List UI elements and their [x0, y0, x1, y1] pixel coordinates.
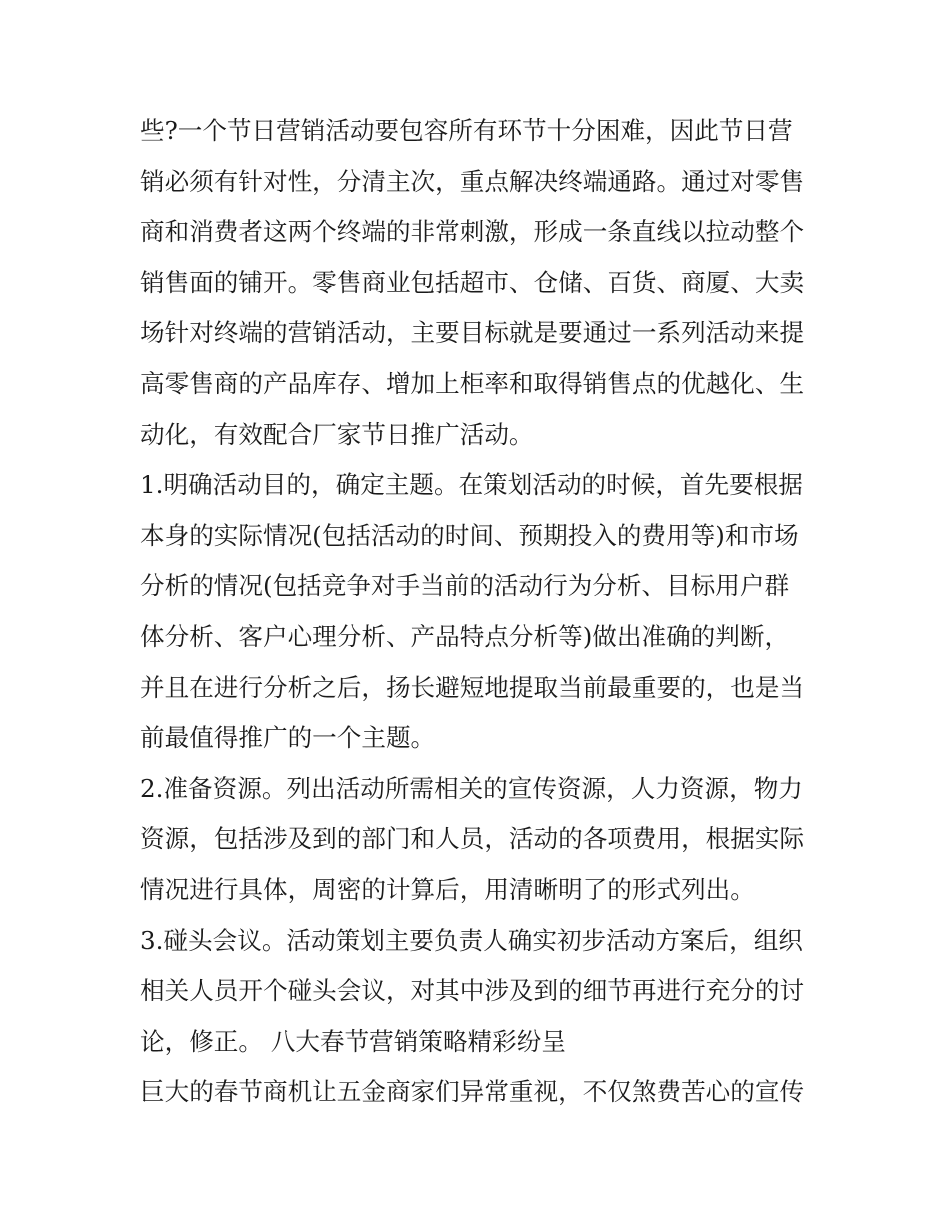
text-line: 论，修正。 八大春节营销策略精彩纷呈 — [140, 1026, 566, 1056]
document-body — [140, 106, 820, 1118]
text-line: 体分析、客户心理分析、产品特点分析等)做出准确的判断， — [140, 621, 790, 651]
text-line: 场针对终端的营销活动，主要目标就是要通过一系列活动来提 — [140, 318, 805, 348]
text-line: 情况进行具体，周密的计算后，用清晰明了的形式列出。 — [140, 874, 755, 904]
text-line: 销必须有针对性，分清主次，重点解决终端通路。通过对零售 — [140, 166, 805, 196]
text-line: 商和消费者这两个终端的非常刺激，形成一条直线以拉动整个 — [140, 217, 805, 247]
text-line: 相关人员开个碰头会议，对其中涉及到的细节再进行充分的讨 — [140, 976, 805, 1006]
text-line: 分析的情况(包括竞争对手当前的活动行为分析、目标用户群 — [140, 571, 790, 601]
text-line: 销售面的铺开。零售商业包括超市、仓储、百货、商厦、大卖 — [140, 267, 805, 297]
text-line: 高零售商的产品库存、增加上柜率和取得销售点的优越化、生 — [140, 368, 805, 398]
text-line: 巨大的春节商机让五金商家们异常重视，不仅煞费苦心的宣传 — [140, 1077, 805, 1107]
text-line: 2.准备资源。列出活动所需相关的宣传资源，人力资源，物力 — [140, 773, 803, 803]
text-line: 本身的实际情况(包括活动的时间、预期投入的费用等)和市场 — [140, 520, 799, 550]
text-line: 前最值得推广的一个主题。 — [140, 723, 436, 753]
text-line: 1.明确活动目的，确定主题。在策划活动的时候，首先要根据 — [140, 470, 803, 500]
text-line: 并且在进行分析之后，扬长避短地提取当前最重要的，也是当 — [140, 672, 805, 702]
text-line: 些?一个节日营销活动要包容所有环节十分困难，因此节日营 — [140, 116, 793, 145]
text-line: 资源，包括涉及到的部门和人员，活动的各项费用，根据实际 — [140, 824, 805, 854]
text-line: 3.碰头会议。活动策划主要负责人确实初步活动方案后，组织 — [140, 925, 803, 955]
text-line: 动化，有效配合厂家节日推广活动。 — [140, 419, 534, 449]
